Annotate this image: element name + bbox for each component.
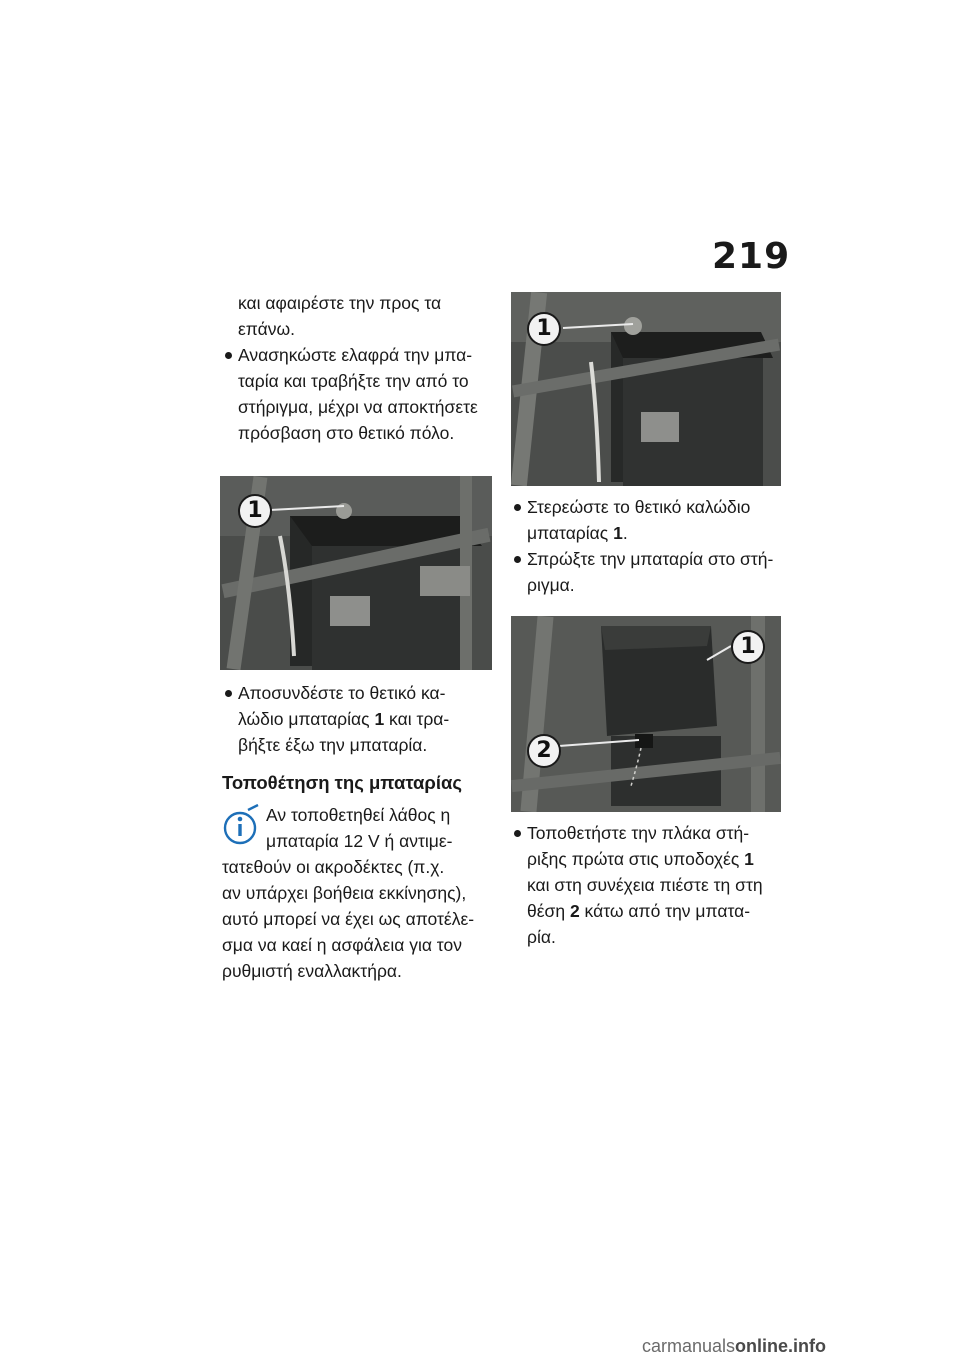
figure-callout-1: 1 (238, 494, 272, 528)
bullet-line (527, 898, 786, 924)
right-column (511, 292, 786, 950)
bullet-line: στήριγμα, μέχρι να αποκτήσετε (238, 397, 478, 417)
text-span: μπαταρίας (527, 523, 614, 543)
bullet-dot (514, 504, 521, 511)
bullet-disconnect-cable (222, 680, 498, 758)
figure-callout-2: 2 (527, 734, 561, 768)
bullet-line (527, 846, 786, 872)
bullet-line: πρόσβαση στο θετικό πόλο. (238, 423, 455, 443)
note-line: Αν τοποθετηθεί λάθος η (266, 805, 451, 825)
info-icon (222, 804, 262, 848)
reference-number: 2 (569, 901, 580, 921)
bullet-lift-battery (222, 342, 498, 446)
note-line: σμα να καεί η ασφάλεια για τον (222, 935, 462, 955)
bullet-line: ταρία και τραβήξτε την από το (238, 371, 469, 391)
bullet-push-battery (511, 546, 786, 598)
bullet-dot (514, 830, 521, 837)
bullet-line: βήξτε έξω την μπαταρία. (238, 735, 428, 755)
note-block (222, 802, 498, 984)
reference-number: 1 (613, 523, 623, 543)
note-line: αν υπάρχει βοήθεια εκκίνησης), (222, 883, 467, 903)
battery-photo-2 (511, 292, 781, 486)
figure-callout-1: 1 (527, 312, 561, 346)
bullet-dot (514, 556, 521, 563)
bullet-dot (225, 690, 232, 697)
bullet-line (527, 520, 786, 546)
bullet-line: Αποσυνδέστε το θετικό κα- (238, 683, 446, 703)
bullet-line (238, 706, 498, 732)
intro-line: επάνω. (238, 319, 296, 339)
bullet-dot (225, 352, 232, 359)
section-heading: Τοποθέτηση της μπαταρίας (222, 772, 463, 793)
text-span: κάτω από την μπατα- (579, 901, 751, 921)
reference-number: 1 (744, 849, 754, 869)
text-span: λώδιο μπαταρίας (238, 709, 375, 729)
note-line: αυτό μπορεί να έχει ως αποτέλε- (222, 909, 475, 929)
text-span: ριξης πρώτα στις υποδοχές (527, 849, 745, 869)
bullet-line: Στερεώστε το θετικό καλώδιο (527, 497, 751, 517)
bullet-line: και στη συνέχεια πιέστε τη στη (527, 875, 763, 895)
bullet-line: ρία. (527, 927, 556, 947)
bullet-line: Ανασηκώστε ελαφρά την μπα- (238, 345, 473, 365)
note-line: ρυθμιστή εναλλακτήρα. (222, 961, 402, 981)
battery-photo-3 (511, 616, 781, 812)
note-line: τατεθούν οι ακροδέκτες (π.χ. (222, 857, 445, 877)
bullet-fix-cable (511, 494, 786, 546)
bullet-fit-plate (511, 820, 786, 950)
watermark-part: carmanuals (642, 1336, 736, 1356)
watermark (642, 1336, 826, 1357)
watermark-part: online.info (735, 1336, 827, 1356)
intro-line: και αφαιρέστε την προς τα (238, 293, 442, 313)
left-column (222, 290, 498, 984)
reference-number: 1 (374, 709, 385, 729)
page-number: 219 (712, 236, 791, 277)
bullet-line: Τοποθετήστε την πλάκα στή- (527, 823, 750, 843)
figure-callout-1: 1 (731, 630, 765, 664)
bullet-line: Σπρώξτε την μπαταρία στο στή- (527, 549, 774, 569)
note-line: μπαταρία 12 V ή αντιμε- (266, 831, 453, 851)
text-span: . (622, 523, 628, 543)
text-span: και τρα- (384, 709, 450, 729)
bullet-line: ριγμα. (527, 575, 575, 595)
battery-photo-1 (220, 476, 492, 670)
text-span: θέση (527, 901, 570, 921)
